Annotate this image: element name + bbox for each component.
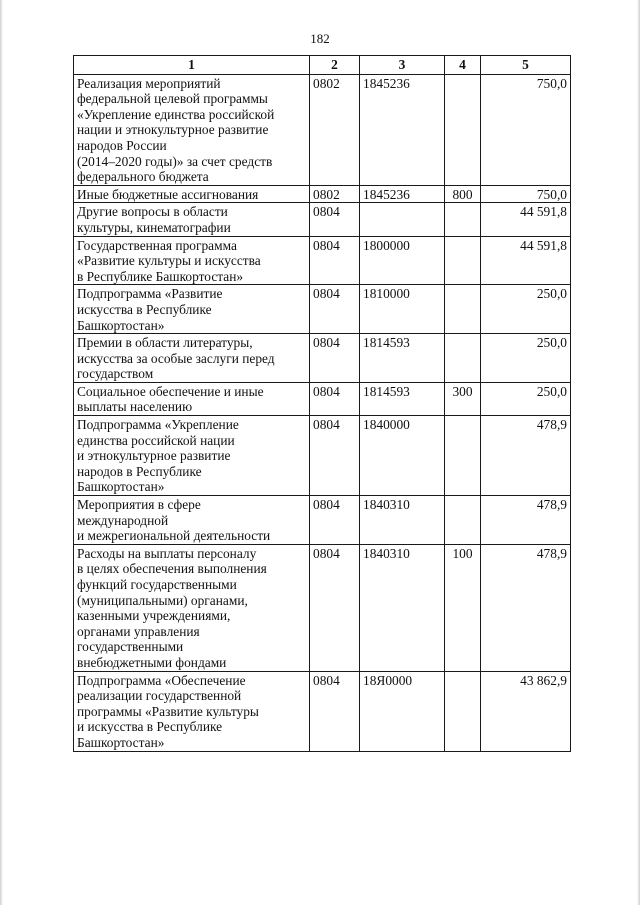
row-name-cell: Реализация мероприятий федеральной целевой программы «Укрепление единства российской нации и этнокультурное развитие народов России (2014–2020 годы)» за счет средств федерального бюджета xyxy=(74,74,310,185)
row-type-cell: 100 xyxy=(445,544,481,671)
row-code-cell: 1840310 xyxy=(360,544,445,671)
row-section-cell: 0804 xyxy=(310,236,360,285)
row-name-cell: Расходы на выплаты персоналу в целях обеспечения выполнения функций государственными (муниципальными) органами, казенными учреждениями, органами управления государственными внебюджетными фондами xyxy=(74,544,310,671)
row-amount-cell: 43 862,9 xyxy=(481,671,571,751)
row-section-cell: 0804 xyxy=(310,416,360,496)
row-amount-cell: 44 591,8 xyxy=(481,203,571,236)
row-code-cell: 1810000 xyxy=(360,285,445,334)
header-col-3: 3 xyxy=(360,56,445,75)
row-code-cell: 1814593 xyxy=(360,382,445,415)
row-code-cell: 1800000 xyxy=(360,236,445,285)
row-name-cell: Мероприятия в сфере международной и межрегиональной деятельности xyxy=(74,496,310,545)
row-amount-cell: 250,0 xyxy=(481,334,571,383)
row-section-cell: 0804 xyxy=(310,203,360,236)
row-name-cell: Подпрограмма «Развитие искусства в Республике Башкортостан» xyxy=(74,285,310,334)
row-amount-cell: 478,9 xyxy=(481,416,571,496)
row-amount-cell: 478,9 xyxy=(481,496,571,545)
table-row xyxy=(74,236,571,285)
row-name-cell: Премии в области литературы, искусства за особые заслуги перед государством xyxy=(74,334,310,383)
page-edge-left xyxy=(0,0,3,905)
row-section-cell: 0804 xyxy=(310,334,360,383)
row-section-cell: 0804 xyxy=(310,671,360,751)
header-col-1: 1 xyxy=(74,56,310,75)
row-type-cell xyxy=(445,671,481,751)
page-number: 182 xyxy=(310,31,330,46)
table-row xyxy=(74,496,571,545)
row-name-cell: Государственная программа «Развитие культуры и искусства в Республике Башкортостан» xyxy=(74,236,310,285)
row-amount-cell: 250,0 xyxy=(481,285,571,334)
row-amount-cell: 750,0 xyxy=(481,74,571,185)
row-code-cell: 1845236 xyxy=(360,185,445,203)
table-row xyxy=(74,382,571,415)
row-section-cell: 0804 xyxy=(310,496,360,545)
row-name-cell: Иные бюджетные ассигнования xyxy=(74,185,310,203)
row-type-cell xyxy=(445,496,481,545)
budget-table xyxy=(73,55,571,752)
row-code-cell xyxy=(360,203,445,236)
row-code-cell: 1840310 xyxy=(360,496,445,545)
row-section-cell: 0804 xyxy=(310,285,360,334)
table-row xyxy=(74,285,571,334)
row-amount-cell: 478,9 xyxy=(481,544,571,671)
table-header-row xyxy=(74,56,571,75)
row-type-cell: 800 xyxy=(445,185,481,203)
row-type-cell: 300 xyxy=(445,382,481,415)
row-code-cell: 1840000 xyxy=(360,416,445,496)
table-row xyxy=(74,671,571,751)
row-amount-cell: 750,0 xyxy=(481,185,571,203)
row-type-cell xyxy=(445,203,481,236)
row-section-cell: 0802 xyxy=(310,74,360,185)
row-section-cell: 0802 xyxy=(310,185,360,203)
table-row xyxy=(74,334,571,383)
row-code-cell: 18Я0000 xyxy=(360,671,445,751)
row-name-cell: Подпрограмма «Укрепление единства российской нации и этнокультурное развитие народов в Республике Башкортостан» xyxy=(74,416,310,496)
row-amount-cell: 250,0 xyxy=(481,382,571,415)
row-type-cell xyxy=(445,285,481,334)
row-section-cell: 0804 xyxy=(310,382,360,415)
table-row xyxy=(74,185,571,203)
table-row xyxy=(74,416,571,496)
row-section-cell: 0804 xyxy=(310,544,360,671)
header-col-2: 2 xyxy=(310,56,360,75)
row-name-cell: Социальное обеспечение и иные выплаты населению xyxy=(74,382,310,415)
row-name-cell: Подпрограмма «Обеспечение реализации государственной программы «Развитие культуры и искусства в Республике Башкортостан» xyxy=(74,671,310,751)
table-row xyxy=(74,74,571,185)
row-name-cell: Другие вопросы в области культуры, кинематографии xyxy=(74,203,310,236)
header-col-4: 4 xyxy=(445,56,481,75)
row-code-cell: 1814593 xyxy=(360,334,445,383)
row-amount-cell: 44 591,8 xyxy=(481,236,571,285)
header-col-5: 5 xyxy=(481,56,571,75)
table-row xyxy=(74,203,571,236)
row-type-cell xyxy=(445,334,481,383)
table-body xyxy=(74,74,571,751)
row-code-cell: 1845236 xyxy=(360,74,445,185)
row-type-cell xyxy=(445,416,481,496)
table-row xyxy=(74,544,571,671)
row-type-cell xyxy=(445,236,481,285)
row-type-cell xyxy=(445,74,481,185)
